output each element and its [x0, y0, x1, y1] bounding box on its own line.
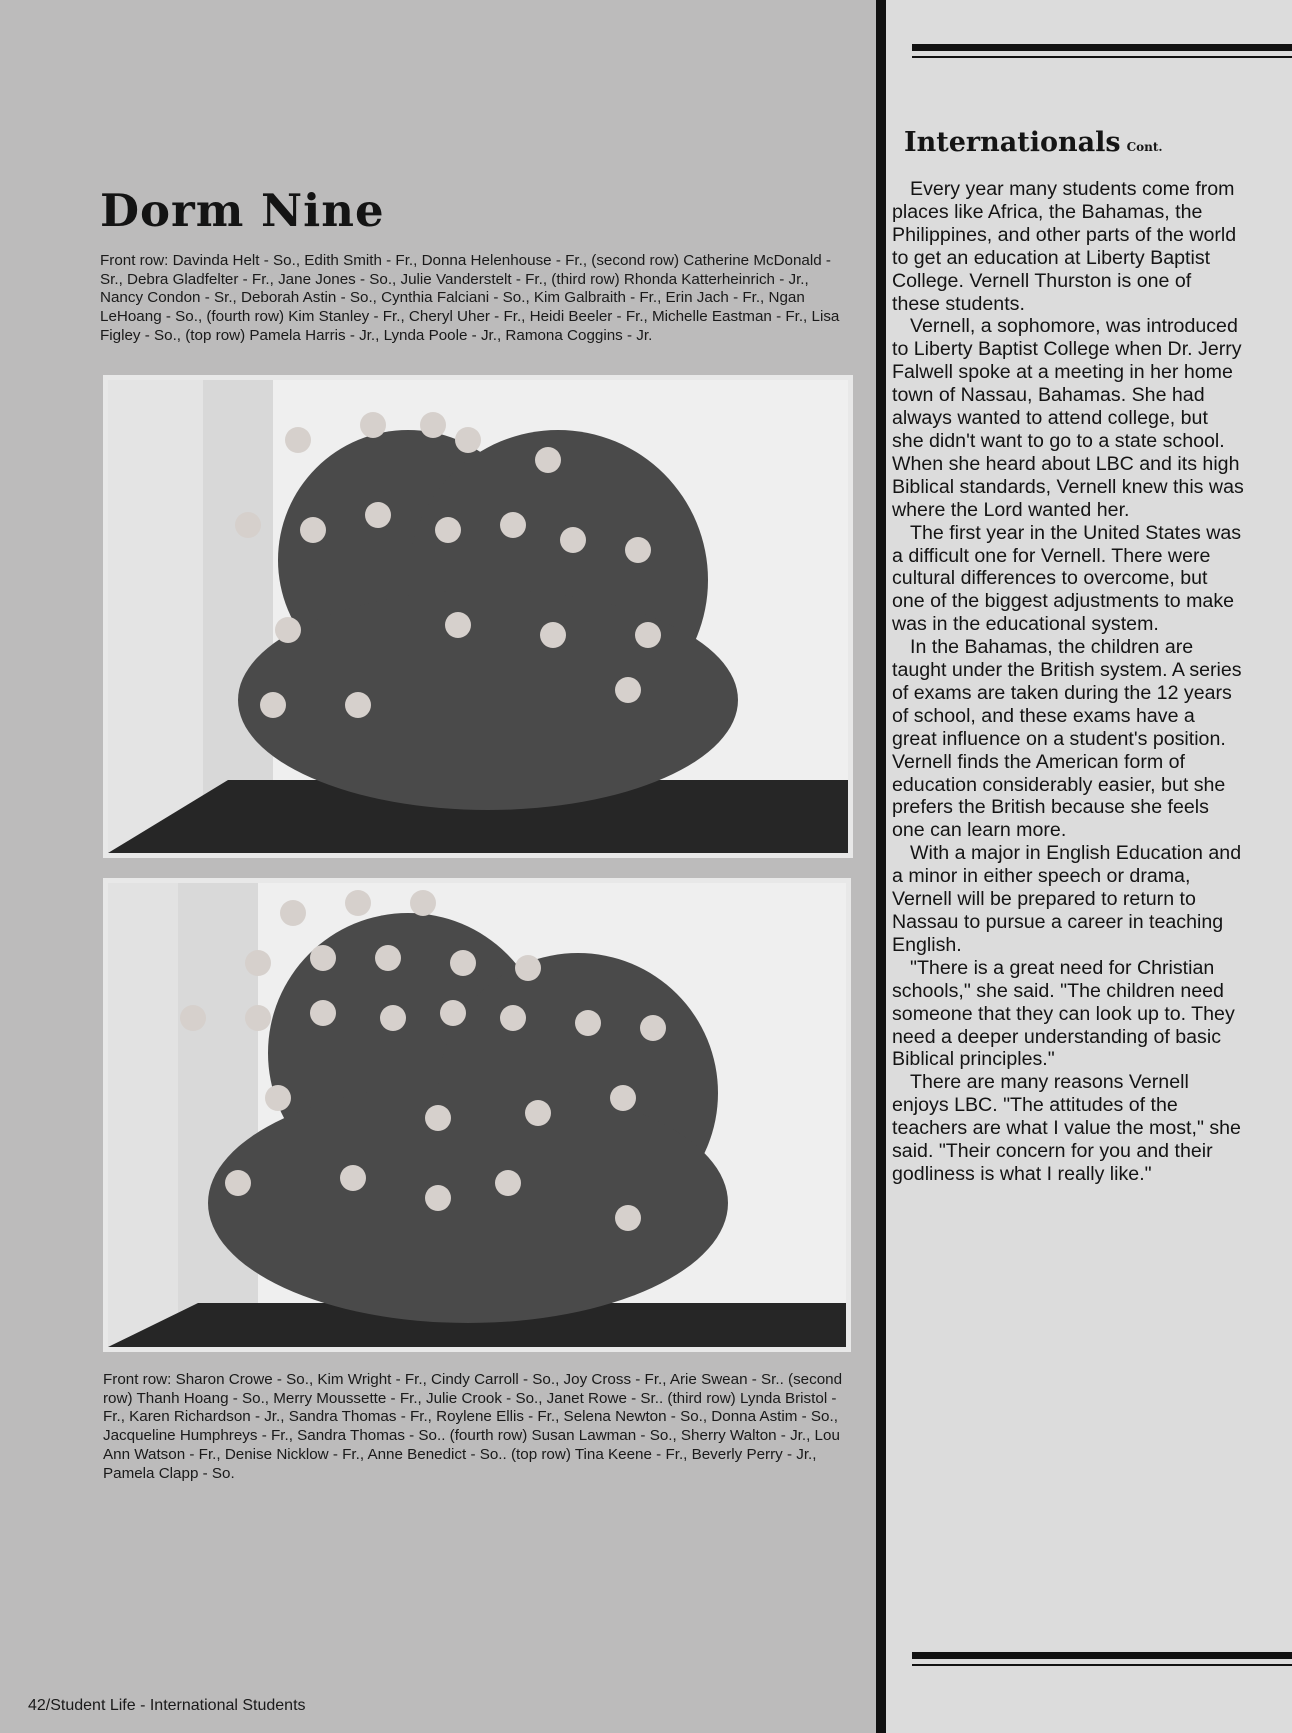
article-paragraph: In the Bahamas, the children are taught under the British system. A series of exams are taken during the 12 years of school, and these exams have a great influence on a student's position. Vernell finds the American form of education considerably easier, but she prefers the British because she feels one can learn more.	[892, 636, 1242, 842]
article-paragraph: Every year many students come from places like Africa, the Bahamas, the Philippines, and other parts of the world to get an education at Liberty Baptist College. Vernell Thurston is one of these students.	[892, 178, 1237, 315]
bottom-rule-thin	[912, 1664, 1292, 1666]
bottom-rule-thick	[912, 1652, 1292, 1659]
article-paragraph: "There is a great need for Christian schools," she said. "The children need someone that they can look up to. They need a deeper understanding of basic Biblical principles."	[892, 956, 1235, 1071]
article-paragraph: The first year in the United States was a difficult one for Vernell. There were cultural differences to overcome, but one of the biggest adjustments to make was in the educational system.	[892, 521, 1242, 636]
internationals-heading	[904, 127, 1163, 158]
article-paragraph: There are many reasons Vernell enjoys LBC. "The attitudes of the teachers are what I value the most," she said. "Their concern for you and their godliness is what I really like."	[892, 1071, 1241, 1185]
page-folio: 42/Student Life - International Students	[28, 1697, 306, 1714]
internationals-heading-text: Internationals	[904, 127, 1121, 158]
top-photo-caption: Front row: Davinda Helt - So., Edith Smith - Fr., Donna Helenhouse - Fr., (second row) Catherine McDonald - Sr., Debra Gladfelter - Fr., Jane Jones - So., Julie Vanderstelt - Fr., (third row) Rhonda Katterheinrich - Jr., Nancy Condon - Sr., Deborah Astin - So., Cynthia Falciani - So., Kim Galbraith - Fr., Erin Jach - Fr., Ngan LeHoang - So., (fourth row) Kim Stanley - Fr., Cheryl Uher - Fr., Heidi Beeler - Fr., Michelle Eastman - Fr., Lisa Figley - So., (top row) Pamela Harris - Jr., Lynda Poole - Jr., Ramona Coggins - Jr.	[100, 252, 840, 344]
group-photo-top-image	[108, 380, 848, 853]
article-body	[892, 178, 1244, 1186]
bottom-photo-caption: Front row: Sharon Crowe - So., Kim Wright - Fr., Cindy Carroll - So., Joy Cross - Fr., Arie Swean - Sr.. (second row) Thanh Hoang - So., Merry Moussette - Fr., Julie Crook - So., Janet Rowe - Sr.. (third row) Lynda Bristol - Fr., Karen Richardson - Jr., Sandra Thomas - Fr., Roylene Ellis - Fr., Selena Newton - So., Donna Astim - So., Jacqueline Humphreys - Fr., Sandra Thomas - So.. (fourth row) Susan Lawman - So., Sherry Walton - Jr., Lou Ann Watson - Fr., Denise Nicklow - Fr., Anne Benedict - So.. (top row) Tina Keene - Fr., Beverly Perry - Jr., Pamela Clapp - So.	[103, 1371, 843, 1482]
group-photo-bottom	[103, 878, 851, 1352]
top-rule-thin	[912, 56, 1292, 58]
group-photo-top	[103, 375, 853, 858]
continued-label: Cont.	[1126, 140, 1163, 154]
article-paragraph: Vernell, a sophomore, was introduced to Liberty Baptist College when Dr. Jerry Falwell spoke at a meeting in her home town of Nassau, Bahamas. She had always wanted to attend college, but she didn't want to go to a state school. When she heard about LBC and its high Biblical standards, Vernell knew this was where the Lord wanted her.	[892, 315, 1244, 521]
top-rule-thick	[912, 44, 1292, 51]
column-divider	[876, 0, 886, 1733]
dorm-title: Dorm Nine	[100, 184, 385, 237]
article-paragraph: With a major in English Education and a minor in either speech or drama, Vernell will be prepared to return to Nassau to pursue a career in teaching English.	[892, 842, 1242, 956]
group-photo-bottom-image	[108, 883, 846, 1347]
